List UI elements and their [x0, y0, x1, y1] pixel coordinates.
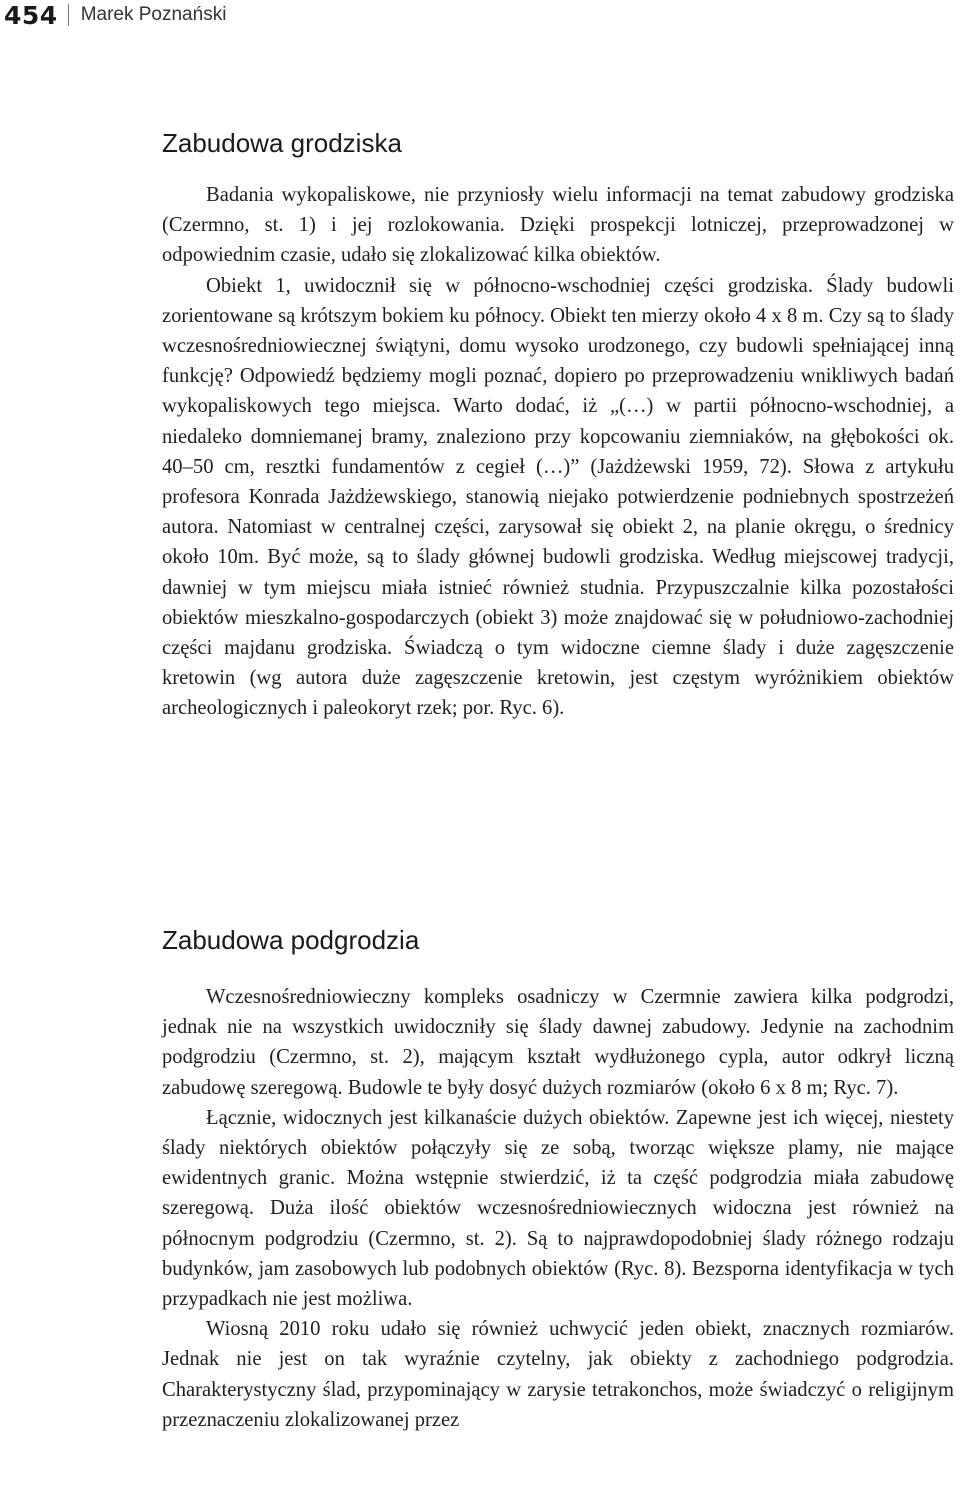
paragraph: Badania wykopaliskowe, nie przyniosły wielu informacji na temat zabudowy grodziska (Czermno, st. 1) i jej rozlokowania. Dzięki prospekcji lotniczej, przeprowadzonej w odpowiednim czasie, udało się zlokalizować kilka obiektów.	[162, 184, 954, 267]
page-number: 454	[4, 0, 58, 30]
section-body-grodziska	[162, 180, 954, 724]
section-title-zabudowa-podgrodzia: Zabudowa podgrodzia	[162, 925, 420, 955]
paragraph: Obiekt 1, uwidocznił się w północno-wschodniej części grodziska. Ślady budowli zorientowane są krótszym bokiem ku północy. Obiekt ten mierzy około 4 x 8 m. Czy są to ślady wczesnośredniowiecznej świątyni, domu wysoko urodzonego, czy budowli spełniającej inną funkcję? Odpowiedź będziemy mogli poznać, dopiero po przeprowadzeniu wnikliwych badań wykopaliskowych tego miejsca. Warto dodać, iż „(…) w partii północno-wschodniej, a niedaleko domniemanej bramy, znaleziono przy kopcowaniu ziemniaków, na głębokości ok. 40–50 cm, resztki fundamentów z cegieł (…)” (Jażdżewski 1959, 72). Słowa z artykułu profesora Konrada Jażdżewskiego, stanowią niejako potwierdzenie podniebnych spostrzeżeń autora. Natomiast w centralnej części, zarysował się obiekt 2, na planie okręgu, o średnicy około 10m. Być może, są to ślady głównej budowli grodziska. Według miejscowej tradycji, dawniej w tym miejscu miała istnieć również studnia. Przypuszczalnie kilka pozostałości obiektów mieszkalno-gospodarczych (obiekt 3) może znajdować się w południowo-zachodniej części majdanu grodziska. Świadczą o tym widoczne ciemne ślady i duże zagęszczenie kretowin (wg autora duże zagęszczenie kretowin, jest częstym wyróżnikiem obiektów archeologicznych i paleokoryt rzek; por. Ryc. 6).	[162, 274, 954, 720]
paragraph: Wiosną 2010 roku udało się również uchwycić jeden obiekt, znacznych rozmiarów. Jednak nie jest on tak wyraźnie czytelny, jak obiekty z zachodniego podgrodzia. Charakterystyczny ślad, przypominający w zarysie tetrakonchos, może świadczyć o religijnym przeznaczeniu zlokalizowanej przez	[162, 1318, 954, 1431]
section-title-zabudowa-grodziska: Zabudowa grodziska	[162, 128, 402, 158]
section-body-podgrodzia	[162, 982, 954, 1435]
paragraph: Wczesnośredniowieczny kompleks osadniczy w Czermnie zawiera kilka podgrodzi, jednak nie na wszystkich uwidoczniły się ślady dawnej zabudowy. Jedynie na zachodnim podgrodziu (Czermno, st. 2), mającym kształt wydłużonego cypla, autor odkrył liczną zabudowę szeregową. Budowle te były dosyć dużych rozmiarów (około 6 x 8 m; Ryc. 7).	[162, 986, 954, 1099]
paragraph: Łącznie, widocznych jest kilkanaście dużych obiektów. Zapewne jest ich więcej, niestety ślady niektórych obiektów połączyły się ze sobą, tworząc większe plamy, nie mające ewidentnych granic. Można wstępnie stwierdzić, iż ta część podgrodzia miała zabudowę szeregową. Duża ilość obiektów wczesnośredniowiecznych widoczna jest również na północnym podgrodziu (Czermno, st. 2). Są to najprawdopodobniej ślady różnego rodzaju budynków, jam zasobowych lub podobnych obiektów (Ryc. 8). Bezsporna identyfikacja w tych przypadkach nie jest możliwa.	[162, 1106, 954, 1311]
header-divider	[68, 4, 69, 26]
running-header	[0, 0, 226, 30]
running-head-author: Marek Poznański	[80, 4, 227, 25]
